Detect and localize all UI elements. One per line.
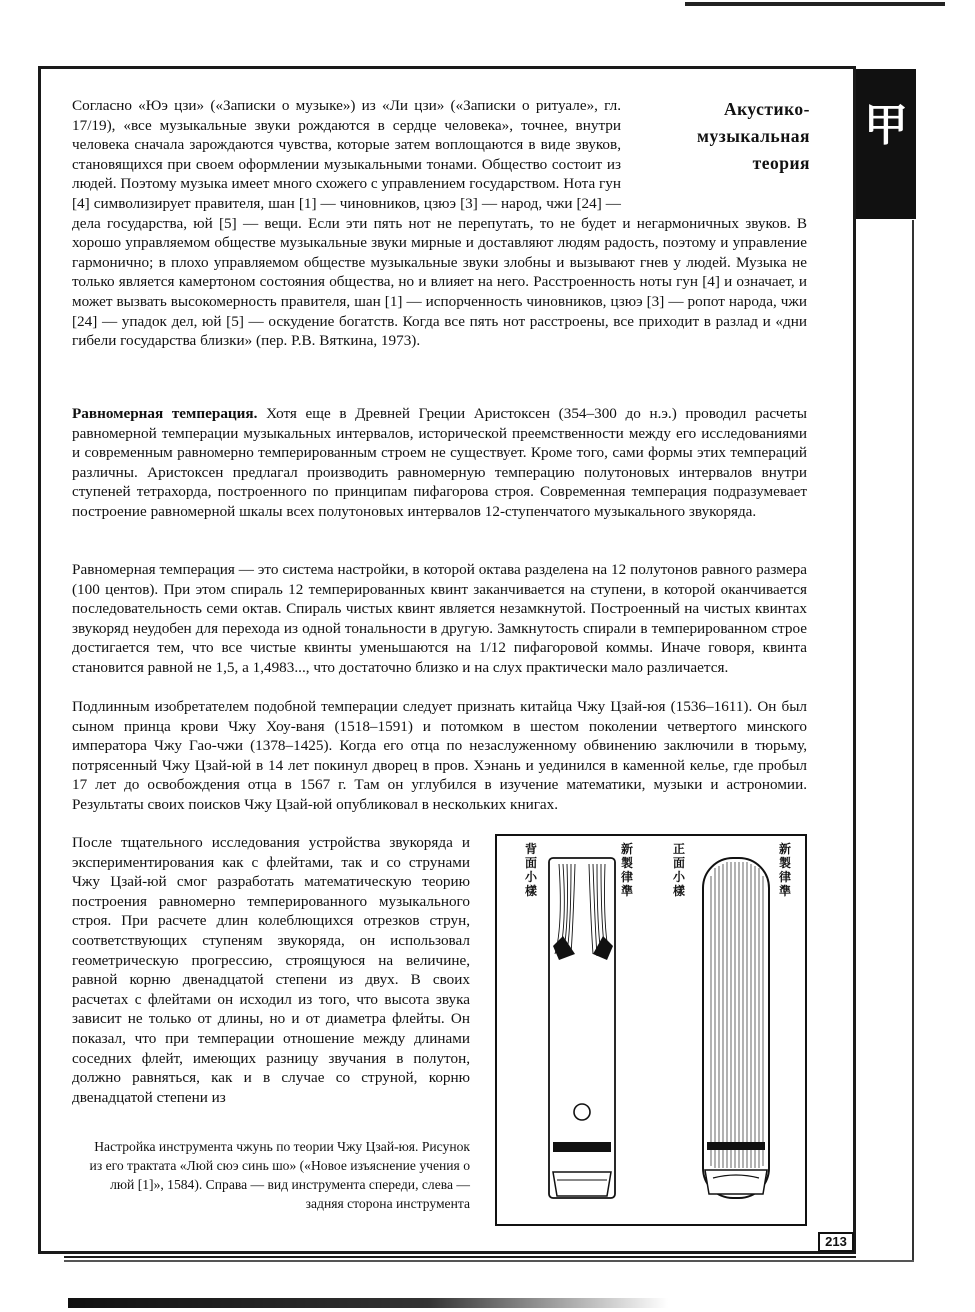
paragraph-tuning-system [72, 560, 807, 678]
bottom-rule-outer [64, 1260, 914, 1262]
section-heading-line: музыкальная [697, 126, 810, 146]
section-heading-line: теория [752, 153, 810, 173]
figure-caption: Настройка инструмента чжунь по теории Чжу Цзай-юя. Рисунок из его трактата «Люй сюэ синь шо» («Новое изъяснение учения о люй [1]», 1584). Справа — вид инструмента спереди, слева — задняя сторона инструмента [89, 1139, 470, 1211]
right-margin-rule [912, 220, 914, 1260]
paragraph-text: Хотя еще в Древней Греции Аристоксен (354–300 до н.э.) проводил расчеты равномерной темперации музыкальных интервалов, исторической преемственности между его исследованиями и современным равномерно темперированным строем не существует. Кроме того, сами формы этих темпераций различны. Аристоксен предлагал производить равномерную темперацию полутоновых интервалов внутри ступеней тетрахорда, построенного по принципам пифагорова строя. Современная темперация подразумевает построение равномерной шкалы всех полутоновых интервалов 12-ступенчатого музыкального звукоряда. [72, 405, 807, 520]
run-in-heading: Равномерная темперация. [72, 405, 258, 422]
scan-edge-bottom [68, 1298, 668, 1308]
paragraph-text: Подлинным изобретателем подобной темперации следует признать китайца Чжу Цзай-юя (1536–1611). Он был сыном принца крови Чжу Хоу-ваня (1518–1591) и потомком в шестом поколении четвертого минского императора Чжу Гао-чжи (1378–1425). Когда его отца по незаслуженному обвинению заключили в тюрьму, потрясенный Чжу Цзай-юй в 14 лет покинул дворец в пров. Хэнань и уединился в каменной келье, где пробыл 17 лет до освобождения отца в 1567 г. Там он углубился в изучение математики, музыки и астрономии. Результаты своих поисков Чжу Цзай-юй опубликовал в нескольких книгах. [72, 698, 807, 813]
paragraph-zhu-zaiyu [72, 697, 807, 815]
zhun-illustration [497, 836, 805, 1224]
paragraph-math-theory [72, 833, 470, 1107]
figure-label-front-view: 正面小樣 [673, 842, 686, 898]
section-heading-line: Акустико- [723, 99, 810, 119]
figure-label-new-zhun-left: 新製律準 [621, 842, 634, 898]
instrument-figure [495, 834, 807, 1226]
paragraph-text: После тщательного исследования устройства звукоряда и экспериментирования как с флейтами, так и со струнами Чжу Цзай-юй смог разработать математическую теорию построения равномерно темперированного музыкального строя. При расчете длин колеблющихся отрезков струн, соответствующих ступеням звукоряда, он использовал геометрическую прогрессию, строящуюся на величине, равной корню двенадцатой степени из двух. В своих расчетах с флейтами он исходил из того, что высота звука зависит не только от длины, но и от диаметра флейты. Он показал, что при темперации отношение между длинами соседних флейт, имеющих разницу звучания в полутон, должно равняться, как и в случае со струной, корню двенадцатой степени из [72, 834, 470, 1106]
section-tab-glyph: 甲 [864, 100, 908, 151]
heading-float-space [621, 96, 807, 212]
figure-label-back-view: 背面小樣 [525, 842, 538, 898]
paragraph-text: Равномерная темперация — это система настройки, в которой октава разделена на 12 полутонов равного размера (100 центов). При этом спираль 12 темперированных квинт заканчивается на ступени, в которой оканчивается последовательность семи октав. Спираль чистых квинт является незамкнутой. Построенный на чистых квинтах звукоряд неудобен для перехода из одной тональности в другую. Замкнутость спирали в темперированном строе достигается тем, что все чистые квинты уменьшаются на 1/12 пифагоровой коммы. Иначе говоря, квинта становится равной не 1,5, а 1,4983..., что достаточно близко и на слух практически мало различается. [72, 561, 807, 676]
figure-label-new-zhun-right: 新製律準 [779, 842, 792, 898]
paragraph-text: Согласно «Юэ цзи» («Записки о музыке») из «Ли цзи» («Записки о ритуале», гл. 17/19), «все музыкальные звуки рождаются в сердце человека», точнее, внутри человека сначала зарождаются чувства, которые затем воплощаются в виде звуков, становящихся при своем оформлении музыкальными тонами. Общество состоит из людей. Поэтому музыка имеет много схожего с управлением государством. Нота гун [4] символизирует правителя, шан [1] — чиновников, цзюэ [3] — народ, чжи [24] — дела государства, юй [5] — вещи. Если эти пять нот не перепутать, то не будет и негармоничных звуков. В хорошо управляемом обществе музыкальные звуки мирные и доставляют людям радость, поэтому и управление гармонично; в плохо управляемом обществе музыкальные звуки злобны и вызывают гнев у людей. Музыка не только является камертоном состояния общества, но и влияет на него. Расстроенность ноты гун [4] и означает, и может вызвать высокомерность правителя, шан [1] — испорченность чиновников, цзюэ [3] — ропот народа, чжи [24] — упадок дел, юй [5] — оскудение богатств. Когда все пять нот расстроены, все приходит в разлад и «дни гибели государства близки» (пер. Р.В. Вяткина, 1973). [72, 97, 807, 350]
bottom-rule [64, 1256, 856, 1258]
paragraph-five-notes [72, 96, 807, 351]
page-number: 213 [818, 1232, 854, 1252]
paragraph-equal-temperament [72, 404, 807, 522]
scan-edge-top [0, 0, 975, 12]
